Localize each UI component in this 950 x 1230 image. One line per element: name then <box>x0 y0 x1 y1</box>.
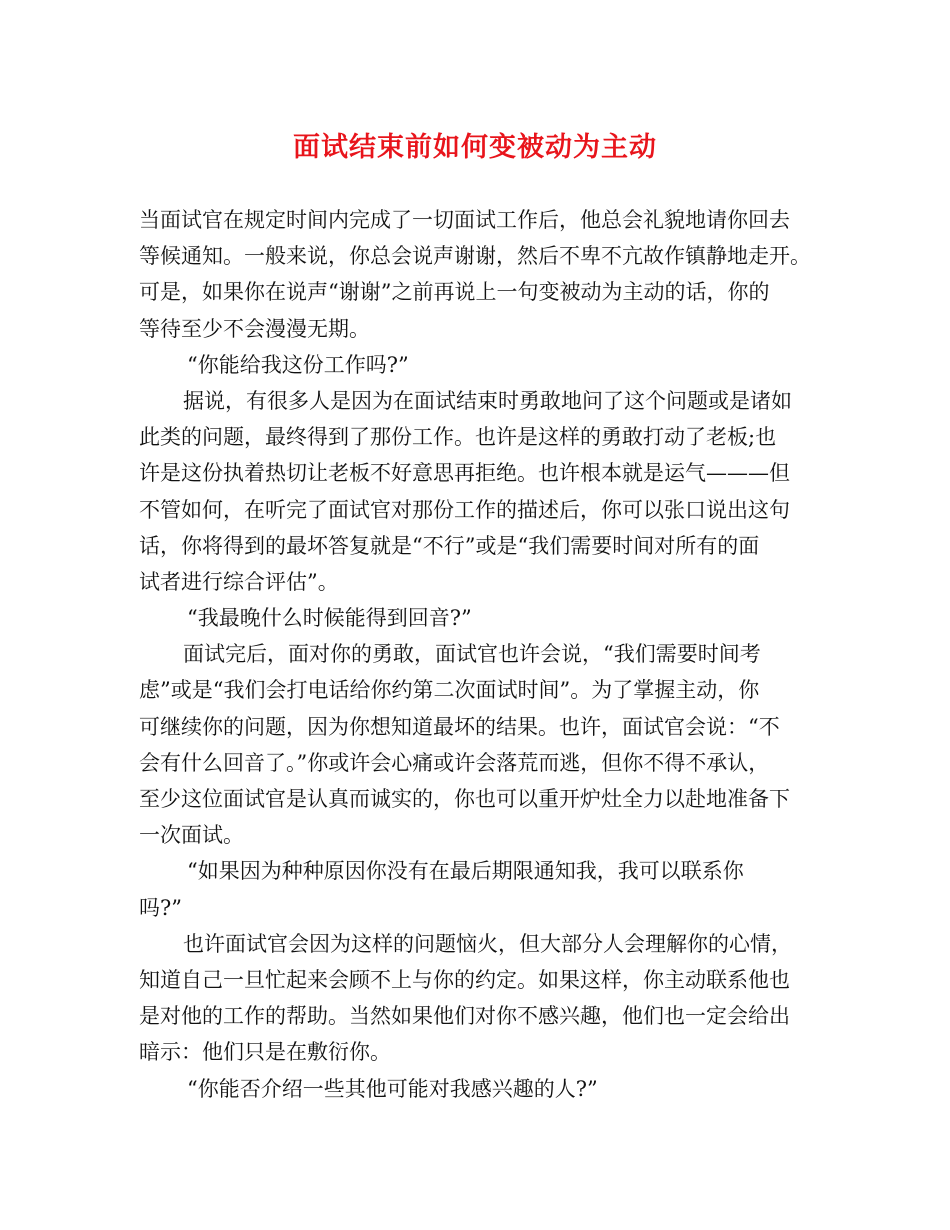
text-line: 暗示：他们只是在敷衍你。 <box>139 1040 391 1065</box>
text-line: 话，你将得到的最坏答复就是“不行”或是“我们需要时间对所有的面 <box>139 533 760 558</box>
text-line: 是对他的工作的帮助。当然如果他们对你不感兴趣，他们也一定会给出 <box>139 1004 790 1029</box>
question-line: “我最晚什么时候能得到回音?” <box>187 606 472 631</box>
question-line: “如果因为种种原因你没有在最后期限通知我，我可以联系你 <box>187 859 744 884</box>
text-line: 知道自己一旦忙起来会顾不上与你的约定。如果这样，你主动联系他也 <box>139 967 790 992</box>
paragraph-start-line: 据说，有很多人是因为在面试结束时勇敢地问了这个问题或是诸如 <box>183 388 792 413</box>
text-line: 等待至少不会漫漫无期。 <box>139 316 370 341</box>
text-line: 一次面试。 <box>139 823 244 848</box>
text-line: 可继续你的问题，因为你想知道最坏的结果。也许，面试官会说：“不 <box>139 714 780 739</box>
text-line: 虑”或是“我们会打电话给你约第二次面试时间”。为了掌握主动，你 <box>139 678 760 703</box>
text-line: 此类的问题，最终得到了那份工作。也许是这样的勇敢打动了老板;也 <box>139 425 777 450</box>
text-line: 不管如何，在听完了面试官对那份工作的描述后，你可以张口说出这句 <box>139 497 790 522</box>
paragraph-start-line: 面试完后，面对你的勇敢，面试官也许会说，“我们需要时间考 <box>183 642 761 667</box>
text-line: 会有什么回音了。”你或许会心痛或许会落荒而逃，但你不得不承认， <box>139 750 770 775</box>
paragraph-start-line: 也许面试官会因为这样的问题恼火，但大部分人会理解你的心情， <box>183 931 792 956</box>
document-body <box>139 202 829 1107</box>
text-line: 许是这份执着热切让老板不好意思再拒绝。也许根本就是运气———但 <box>139 461 790 486</box>
text-line: 至少这位面试官是认真而诚实的，你也可以重开炉灶全力以赴地准备下 <box>139 787 790 811</box>
question-line: “你能给我这份工作吗?” <box>187 352 409 377</box>
document-title: 面试结束前如何变被动为主动 <box>293 132 657 163</box>
text-line: 吗?” <box>139 895 182 920</box>
text-line: 试者进行综合评估”。 <box>139 569 339 594</box>
text-line: 可是，如果你在说声“谢谢”之前再说上一句变被动为主动的话，你的 <box>139 280 770 305</box>
question-line: “你能否介绍一些其他可能对我感兴趣的人?” <box>187 1076 598 1101</box>
text-line: 当面试官在规定时间内完成了一切面试工作后，他总会礼貌地请你回去 <box>139 208 790 232</box>
text-line: 等候通知。一般来说，你总会说声谢谢，然后不卑不亢故作镇静地走开。 <box>139 244 811 269</box>
